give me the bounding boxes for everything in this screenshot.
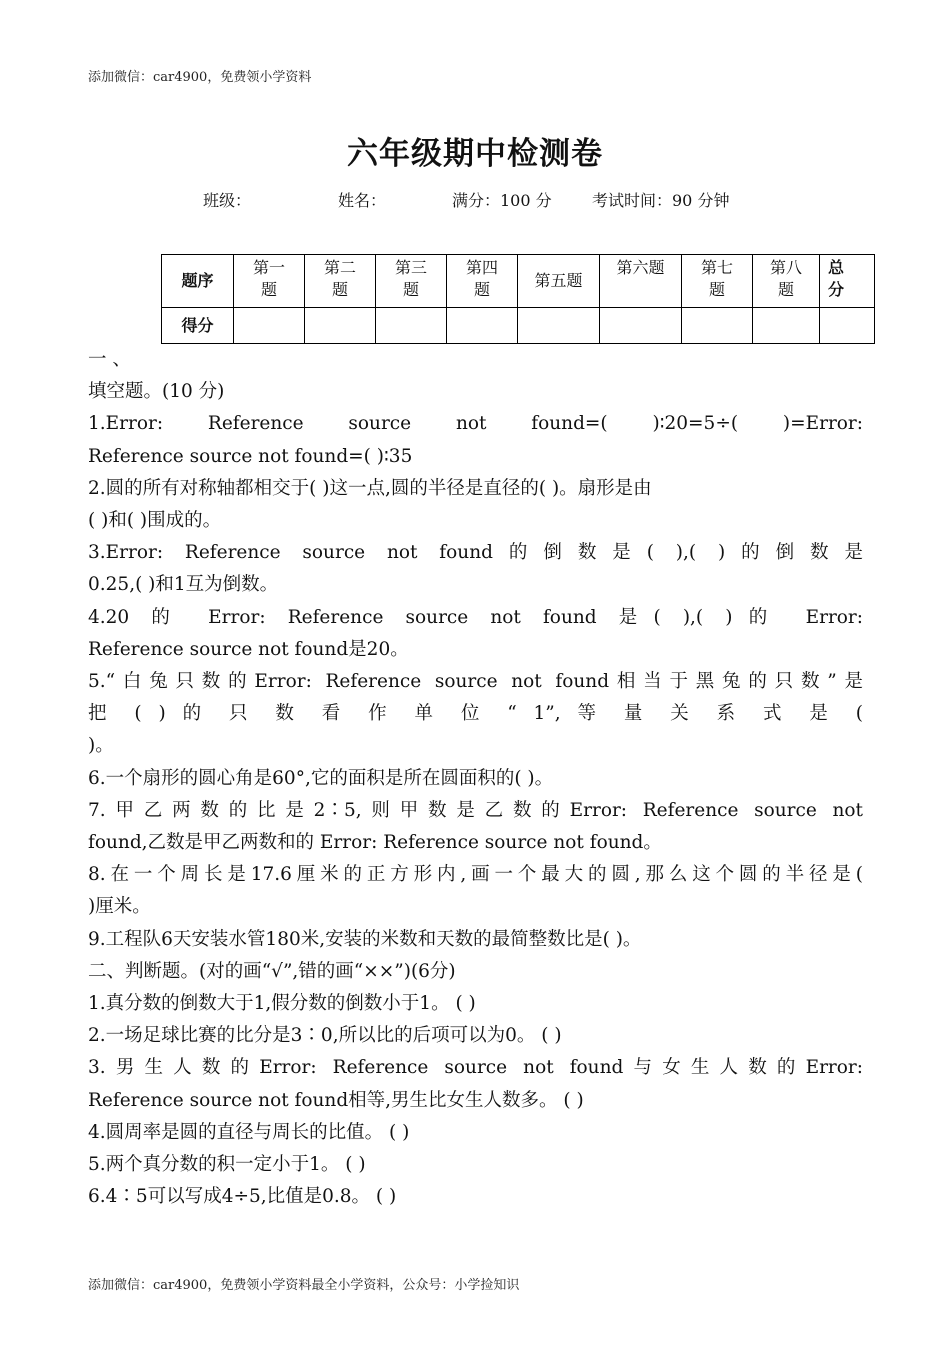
score-cell-5[interactable]	[518, 308, 600, 344]
score-table	[161, 254, 875, 344]
q2-line1: 2.圆的所有对称轴都相交于( )这一点,圆的半径是直径的( )。扇形是由	[88, 477, 652, 499]
q4-line1: 4.20 的 Error: Reference source not found 是( ),( )的 Error:	[88, 606, 863, 628]
score-cell-6[interactable]	[600, 308, 682, 344]
judge-4: 4.圆周率是圆的直径与周长的比值。 ( )	[88, 1121, 410, 1143]
question-content	[88, 344, 863, 1213]
col-8: 第八 题	[753, 255, 820, 308]
col-5: 第五题	[518, 255, 600, 308]
col-6: 第六题	[600, 255, 682, 308]
score-cell-7[interactable]	[682, 308, 753, 344]
row-header: 题序	[162, 255, 234, 308]
full-score: 满分：100 分	[452, 191, 552, 210]
q1-line1: 1.Error: Reference source not found=( )∶20=5÷( )=Error:	[88, 413, 863, 435]
q9-line1: 9.工程队6天安装水管180米,安装的米数和天数的最简整数比是( )。	[88, 928, 642, 950]
name-label: 姓名：	[338, 191, 387, 210]
q7-line1: 7.甲乙两数的比是2∶5,则甲数是乙数的Error: Reference source not	[88, 799, 863, 821]
judge-6: 6.4∶5可以写成4÷5,比值是0.8。 ( )	[88, 1186, 397, 1208]
section-1-title: 填空题。(10 分)	[88, 381, 225, 403]
score-cell-2[interactable]	[305, 308, 376, 344]
col-3: 第三 题	[376, 255, 447, 308]
q6-line1: 6.一个扇形的圆心角是60°,它的面积是所在圆面积的( )。	[88, 767, 554, 789]
q1-line2: Reference source not found=( )∶35	[88, 445, 413, 467]
footer-note: 添加微信：car4900，免费领小学资料最全小学资料，公众号：小学捡知识	[88, 1278, 520, 1293]
section-2-title: 二、判断题。(对的画“√”,错的画“××”)(6分)	[88, 960, 456, 982]
col-1: 第一 题	[234, 255, 305, 308]
score-cell-4[interactable]	[447, 308, 518, 344]
q3-line1: 3.Error: Reference source not found的倒数是( ),( )的倒数是	[88, 542, 863, 564]
judge-3-line2: Reference source not found相等,男生比女生人数多。 ( )	[88, 1089, 584, 1111]
q5-line3: )。	[88, 735, 114, 757]
col-4: 第四 题	[447, 255, 518, 308]
q4-line2: Reference source not found是20。	[88, 638, 409, 660]
q8-line2: )厘米。	[88, 896, 151, 918]
judge-5: 5.两个真分数的积一定小于1。 ( )	[88, 1154, 366, 1176]
header-note: 添加微信：car4900，免费领小学资料	[88, 70, 312, 85]
score-cell-8[interactable]	[753, 308, 820, 344]
col-7: 第七 题	[682, 255, 753, 308]
section-marker: 一 、	[88, 349, 131, 370]
q5-line2: 把 ( ) 的 只 数 看 作 单 位 “ 1”, 等 量 关 系 式 是 (	[88, 703, 863, 725]
col-total: 总 分	[820, 255, 875, 308]
exam-time: 考试时间：90 分钟	[592, 191, 730, 210]
score-cell-3[interactable]	[376, 308, 447, 344]
q7-line2: found,乙数是甲乙两数和的 Error: Reference source not found。	[88, 832, 662, 854]
q2-line2: ( )和( )围成的。	[88, 510, 222, 532]
page-title: 六年级期中检测卷	[347, 136, 603, 172]
q8-line1: 8.在一个周长是17.6厘米的正方形内,画一个最大的圆,那么这个圆的半径是(	[88, 864, 863, 886]
judge-2: 2.一场足球比赛的比分是3∶0,所以比的后项可以为0。 ( )	[88, 1025, 562, 1047]
score-cell-total[interactable]	[820, 308, 875, 344]
class-label: 班级：	[203, 191, 252, 210]
judge-3-line1: 3.男生人数的Error: Reference source not found与女生人数的Error:	[88, 1057, 863, 1079]
col-2: 第二 题	[305, 255, 376, 308]
q5-line1: 5.“白兔只数的Error: Reference source not found相当于黑兔的只数”是	[88, 671, 863, 693]
score-cell-1[interactable]	[234, 308, 305, 344]
judge-1: 1.真分数的倒数大于1,假分数的倒数小于1。 ( )	[88, 993, 476, 1015]
score-label: 得分	[162, 308, 234, 344]
q3-line2: 0.25,( )和1互为倒数。	[88, 574, 279, 596]
